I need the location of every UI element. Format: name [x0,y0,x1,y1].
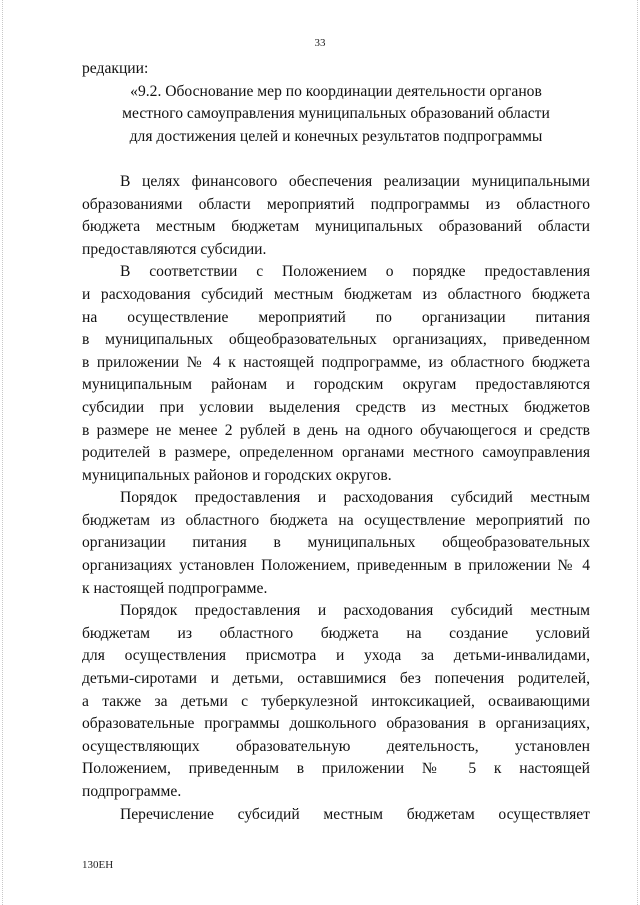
paragraph-2-line: муниципальных районов и городских округов. [82,466,392,484]
footer-code: 130ЕН [82,859,114,871]
paragraph-3-line: организации питания в муниципальных общеобразовательных [82,534,590,552]
paragraph-2-line: в приложении № 4 к настоящей подпрограмме, из областного бюджета [82,353,590,371]
section-heading-line: для достижения целей и конечных результатов подпрограммы [129,127,543,145]
paragraph-2-line: и расходования субсидий местным бюджетам из областного бюджета [82,285,590,303]
paragraph-1-line: бюджета местным бюджетам муниципальных образований области [82,218,590,236]
section-heading-line: «9.2. Обоснование мер по координации деятельности органов [130,82,542,100]
paragraph-4-line: осуществляющих образовательную деятельность, установлен [82,737,590,755]
paragraph-4-line: а также за детьми с туберкулезной интоксикацией, осваивающими [82,692,590,710]
blank-line [82,148,590,171]
paragraph-2-line: В соответствии с Положением о порядке предоставления [120,263,590,281]
paragraph-5-line: Перечисление субсидий местным бюджетам осуществляет [120,805,590,823]
paragraph-1-line: образованиями области мероприятий подпрограммы из областного [82,195,590,213]
paragraph-3-line: бюджетам из областного бюджета на осуществление мероприятий по [82,511,590,529]
page-right-edge [636,0,638,905]
paragraph-2-line: субсидии при условии выделения средств из местных бюджетов [82,398,590,416]
paragraph-3-line: к настоящей подпрограмме. [82,579,268,597]
page-number: 33 [314,37,326,49]
paragraph-3-line: Порядок предоставления и расходования субсидий местным [120,489,590,507]
paragraph-1-line: предоставляются субсидии. [82,240,267,258]
paragraph-3-line: организациях установлен Положением, приведенным в приложении № 4 [82,557,590,575]
paragraph-4-line: для осуществления присмотра и ухода за детьми-инвалидами, [82,647,590,665]
document-body [82,58,590,826]
paragraph-4-line: бюджетам из областного бюджета на создание условий [82,624,590,642]
paragraph-4-line: образовательные программы дошкольного образования в организациях, [82,715,590,733]
paragraph-2-line: в размере не менее 2 рублей в день на одного обучающегося и средств [82,421,590,439]
paragraph-4-line: подпрограмме. [82,783,182,800]
paragraph-2-line: муниципальным районам и городским округам предоставляются [82,376,590,394]
page-left-edge [2,0,4,905]
section-heading-line: местного самоуправления муниципальных образований области [122,105,550,123]
paragraph-2-line: на осуществление мероприятий по организации питания [82,308,590,326]
paragraph-2-line: в муниципальных общеобразовательных организациях, приведенном [82,331,590,349]
paragraph-4-line: детьми-сиротами и детьми, оставшимися без попечения родителей, [82,670,590,688]
paragraph-2-line: родителей в размере, определенном органами местного самоуправления [82,444,590,462]
heading-intro: редакции: [82,60,149,77]
paragraph-1-line: В целях финансового обеспечения реализации муниципальными [120,172,590,190]
paragraph-4-line: Положением, приведенным в приложении № 5 к настоящей [82,760,590,778]
paragraph-4-line: Порядок предоставления и расходования субсидий местным [120,602,590,620]
